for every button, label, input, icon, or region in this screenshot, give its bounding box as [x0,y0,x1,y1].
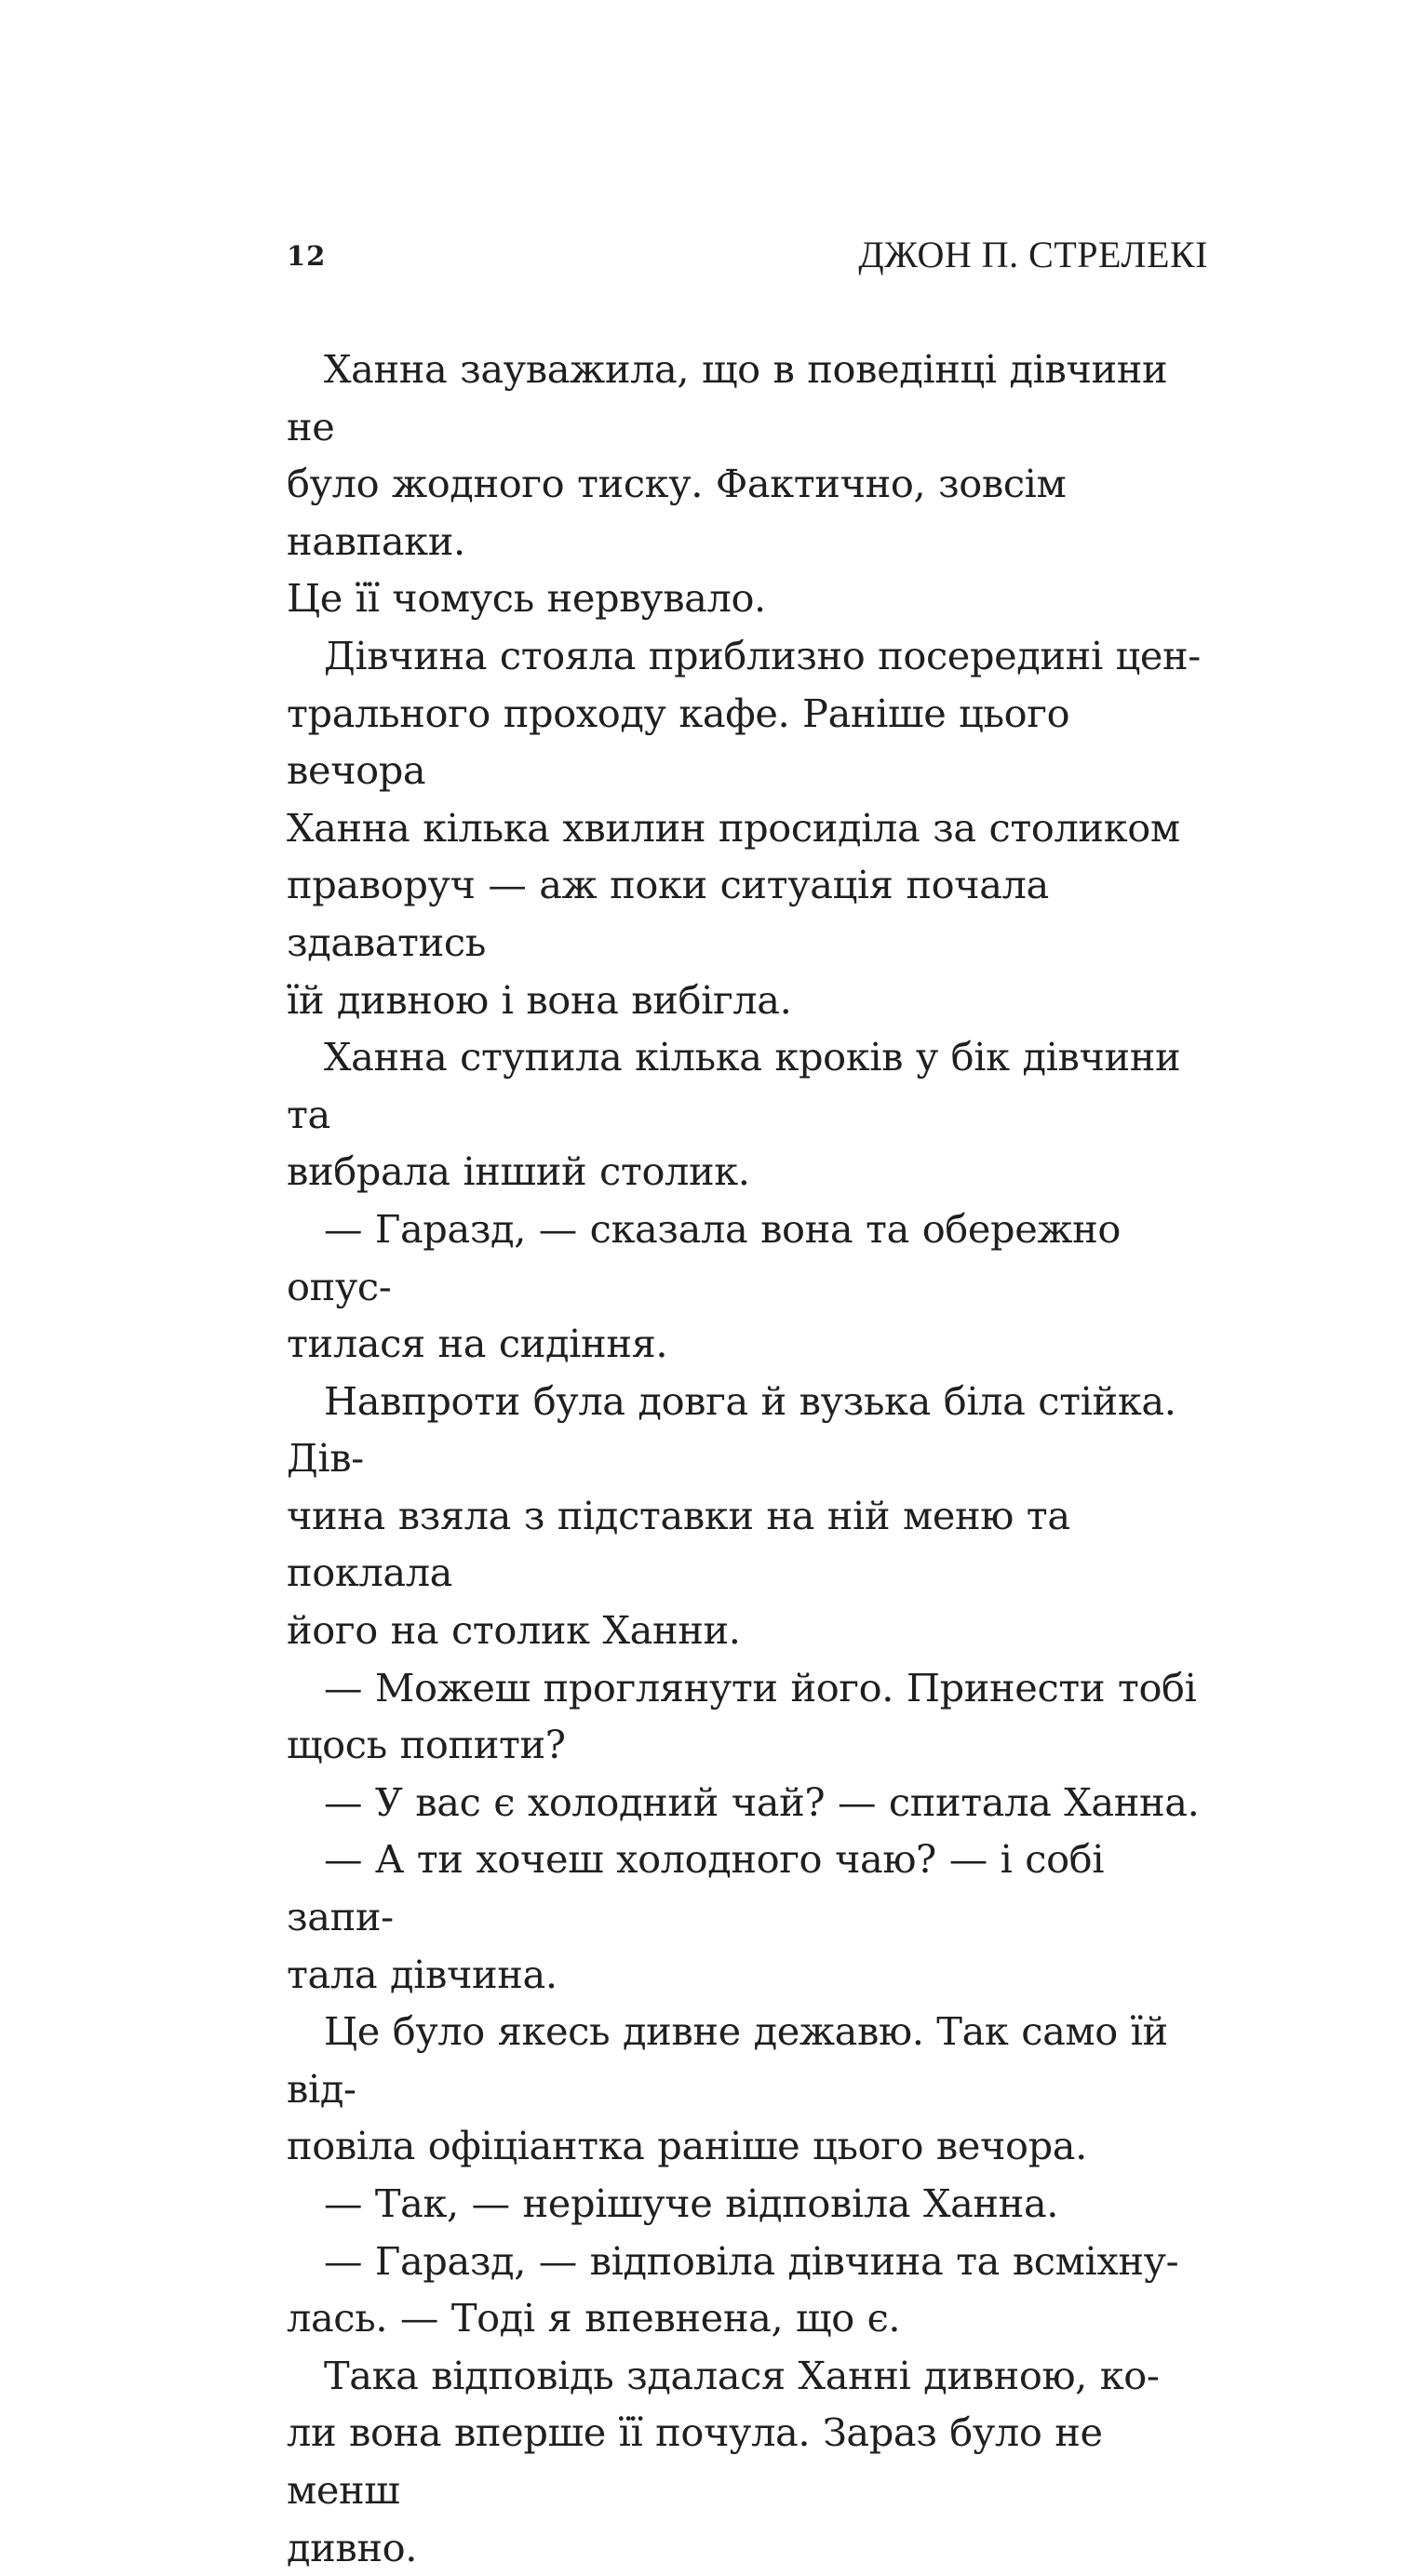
paragraph: — А ти хочеш холодного чаю? — і собі запи- тала дівчина. [287,1836,1105,1997]
paragraph: Дівчина стояла приблизно посередині цен- трального проходу кафе. Раніше цього вечора Ханна кілька хвилин просиділа за столиком праворуч — аж поки ситуація почала здаватись їй дивною і вона вибігла. [287,632,1201,1023]
body-text [287,341,1208,2576]
paragraph: — Так, — нерішуче відповіла Ханна. [324,2180,1059,2226]
paragraph: Навпроти була довга й вузька біла стійка. Дів- чина взяла з підставки на ній меню та поклала його на столик Ханни. [287,1377,1176,1654]
paragraph: Ханна зауважила, що в поведінці дівчини не було жодного тиску. Фактично, зовсім навпаки. Це її чомусь нервувало. [287,346,1168,622]
paragraph: — Гаразд, — відповіла дівчина та всміхну- лась. — Тоді я впевнена, що є. [287,2237,1179,2341]
paragraph: — Можеш проглянути його. Принести тобі щось попити? [287,1664,1197,1768]
paragraph: Це було якесь дивне дежавю. Так само їй від- повіла офіціантка раніше цього вечора. [287,2008,1168,2169]
paragraph: Така відповідь здалася Ханні дивною, ко- ли вона вперше її почула. Зараз було не менш дивно. [287,2352,1160,2570]
paragraph: — У вас є холодний чай? — спитала Ханна. [324,1778,1200,1825]
paragraph: — Гаразд, — сказала вона та обережно опус- тилася на сидіння. [287,1205,1121,1367]
page-header [287,233,1208,288]
running-head: ДЖОН П. СТРЕЛЕКІ [858,234,1208,275]
paragraph: Ханна ступила кілька кроків у бік дівчини та вибрала інший столик. [287,1034,1181,1195]
page-number: 12 [287,240,327,272]
